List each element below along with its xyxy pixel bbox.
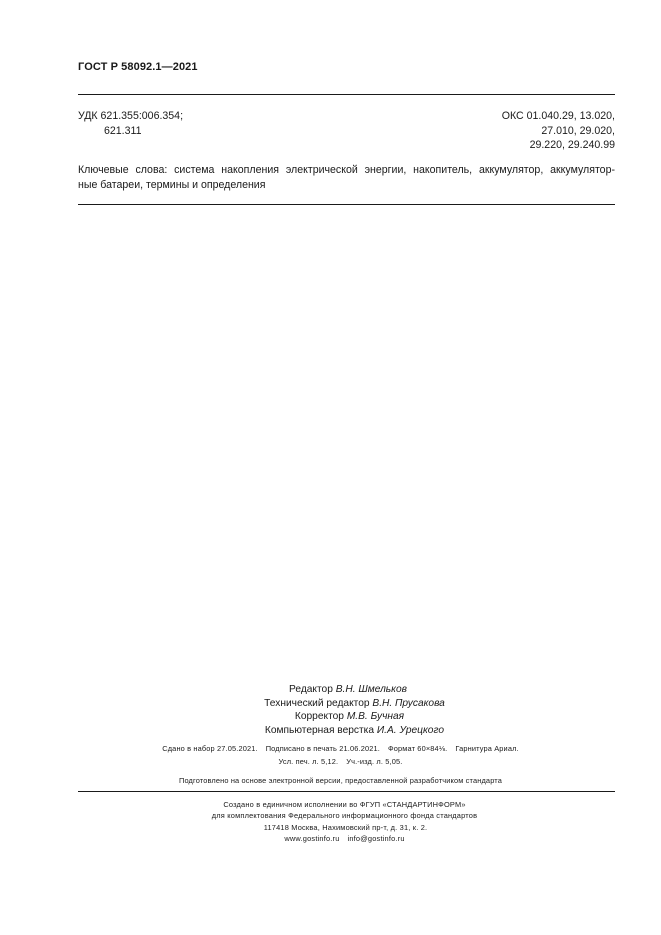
- print-format: Формат 60×84⅛.: [387, 744, 448, 753]
- print-info-line-2: [0, 756, 661, 769]
- credit-role: Корректор: [294, 711, 344, 723]
- keywords-line-1: Ключевые слова: система накопления электрической энергии, накопитель, аккумулятор, аккумулятор-: [78, 164, 615, 176]
- print-signed: Подписано в печать 21.06.2021.: [265, 744, 380, 753]
- credit-name: В.Н. Прусакова: [372, 697, 445, 709]
- print-info-line-1: [0, 743, 661, 756]
- print-submitted: Сдано в набор 27.05.2021.: [162, 744, 258, 753]
- print-sheets: Усл. печ. л. 5,12.: [278, 756, 339, 766]
- publisher-line-2: для комплектования Федерального информационного фонда стандартов: [211, 811, 478, 821]
- publisher-contacts: [0, 833, 661, 844]
- publisher-block: [0, 799, 661, 844]
- credit-corrector: [0, 710, 661, 724]
- credit-name: В.Н. Шмельков: [335, 684, 407, 695]
- credit-role: Редактор: [289, 684, 333, 695]
- credit-name: И.А. Урецкого: [376, 724, 445, 736]
- credit-editor: [0, 683, 661, 697]
- document-id: ГОСТ Р 58092.1—2021: [78, 61, 198, 73]
- oks-line-1: ОКС 01.040.29, 13.020,: [501, 110, 615, 122]
- keywords: [78, 163, 615, 192]
- credits-block: [0, 683, 661, 737]
- publisher-divider: [78, 791, 615, 792]
- credit-role: Компьютерная верстка: [264, 724, 375, 736]
- credit-tech-editor: [0, 697, 661, 711]
- top-divider: [78, 94, 615, 95]
- udk-line-1: УДК 621.355:006.354;: [78, 110, 184, 122]
- credit-layout: [0, 724, 661, 738]
- print-info: [0, 743, 661, 768]
- udk-line-2: 621.311: [104, 124, 142, 137]
- publisher-line-1: Создано в единичном исполнении во ФГУП «СТАНДАРТИНФОРМ»: [223, 800, 466, 809]
- prepared-note: Подготовлено на основе электронной версии, предоставленной разработчиком стандарта: [178, 776, 503, 785]
- oks-block: [502, 109, 615, 153]
- oks-line-3: 29.220, 29.240.99: [529, 139, 615, 151]
- publisher-address: 117418 Москва, Нахимовский пр-т, д. 31, к. 2.: [263, 822, 428, 832]
- email-link[interactable]: info@gostinfo.ru: [347, 833, 405, 843]
- keywords-line-2: ные батареи, термины и определения: [78, 178, 266, 191]
- credit-name: М.В. Бучная: [346, 711, 405, 723]
- oks-line-2: 27.010, 29.020,: [541, 124, 615, 137]
- website-link[interactable]: www.gostinfo.ru: [284, 833, 340, 843]
- keywords-divider: [78, 204, 615, 205]
- udk-block: [78, 109, 183, 138]
- credit-role: Технический редактор: [264, 697, 370, 709]
- print-typeface: Гарнитура Ариал.: [455, 744, 519, 753]
- publ-sheets: Уч.-изд. л. 5,05.: [346, 756, 403, 766]
